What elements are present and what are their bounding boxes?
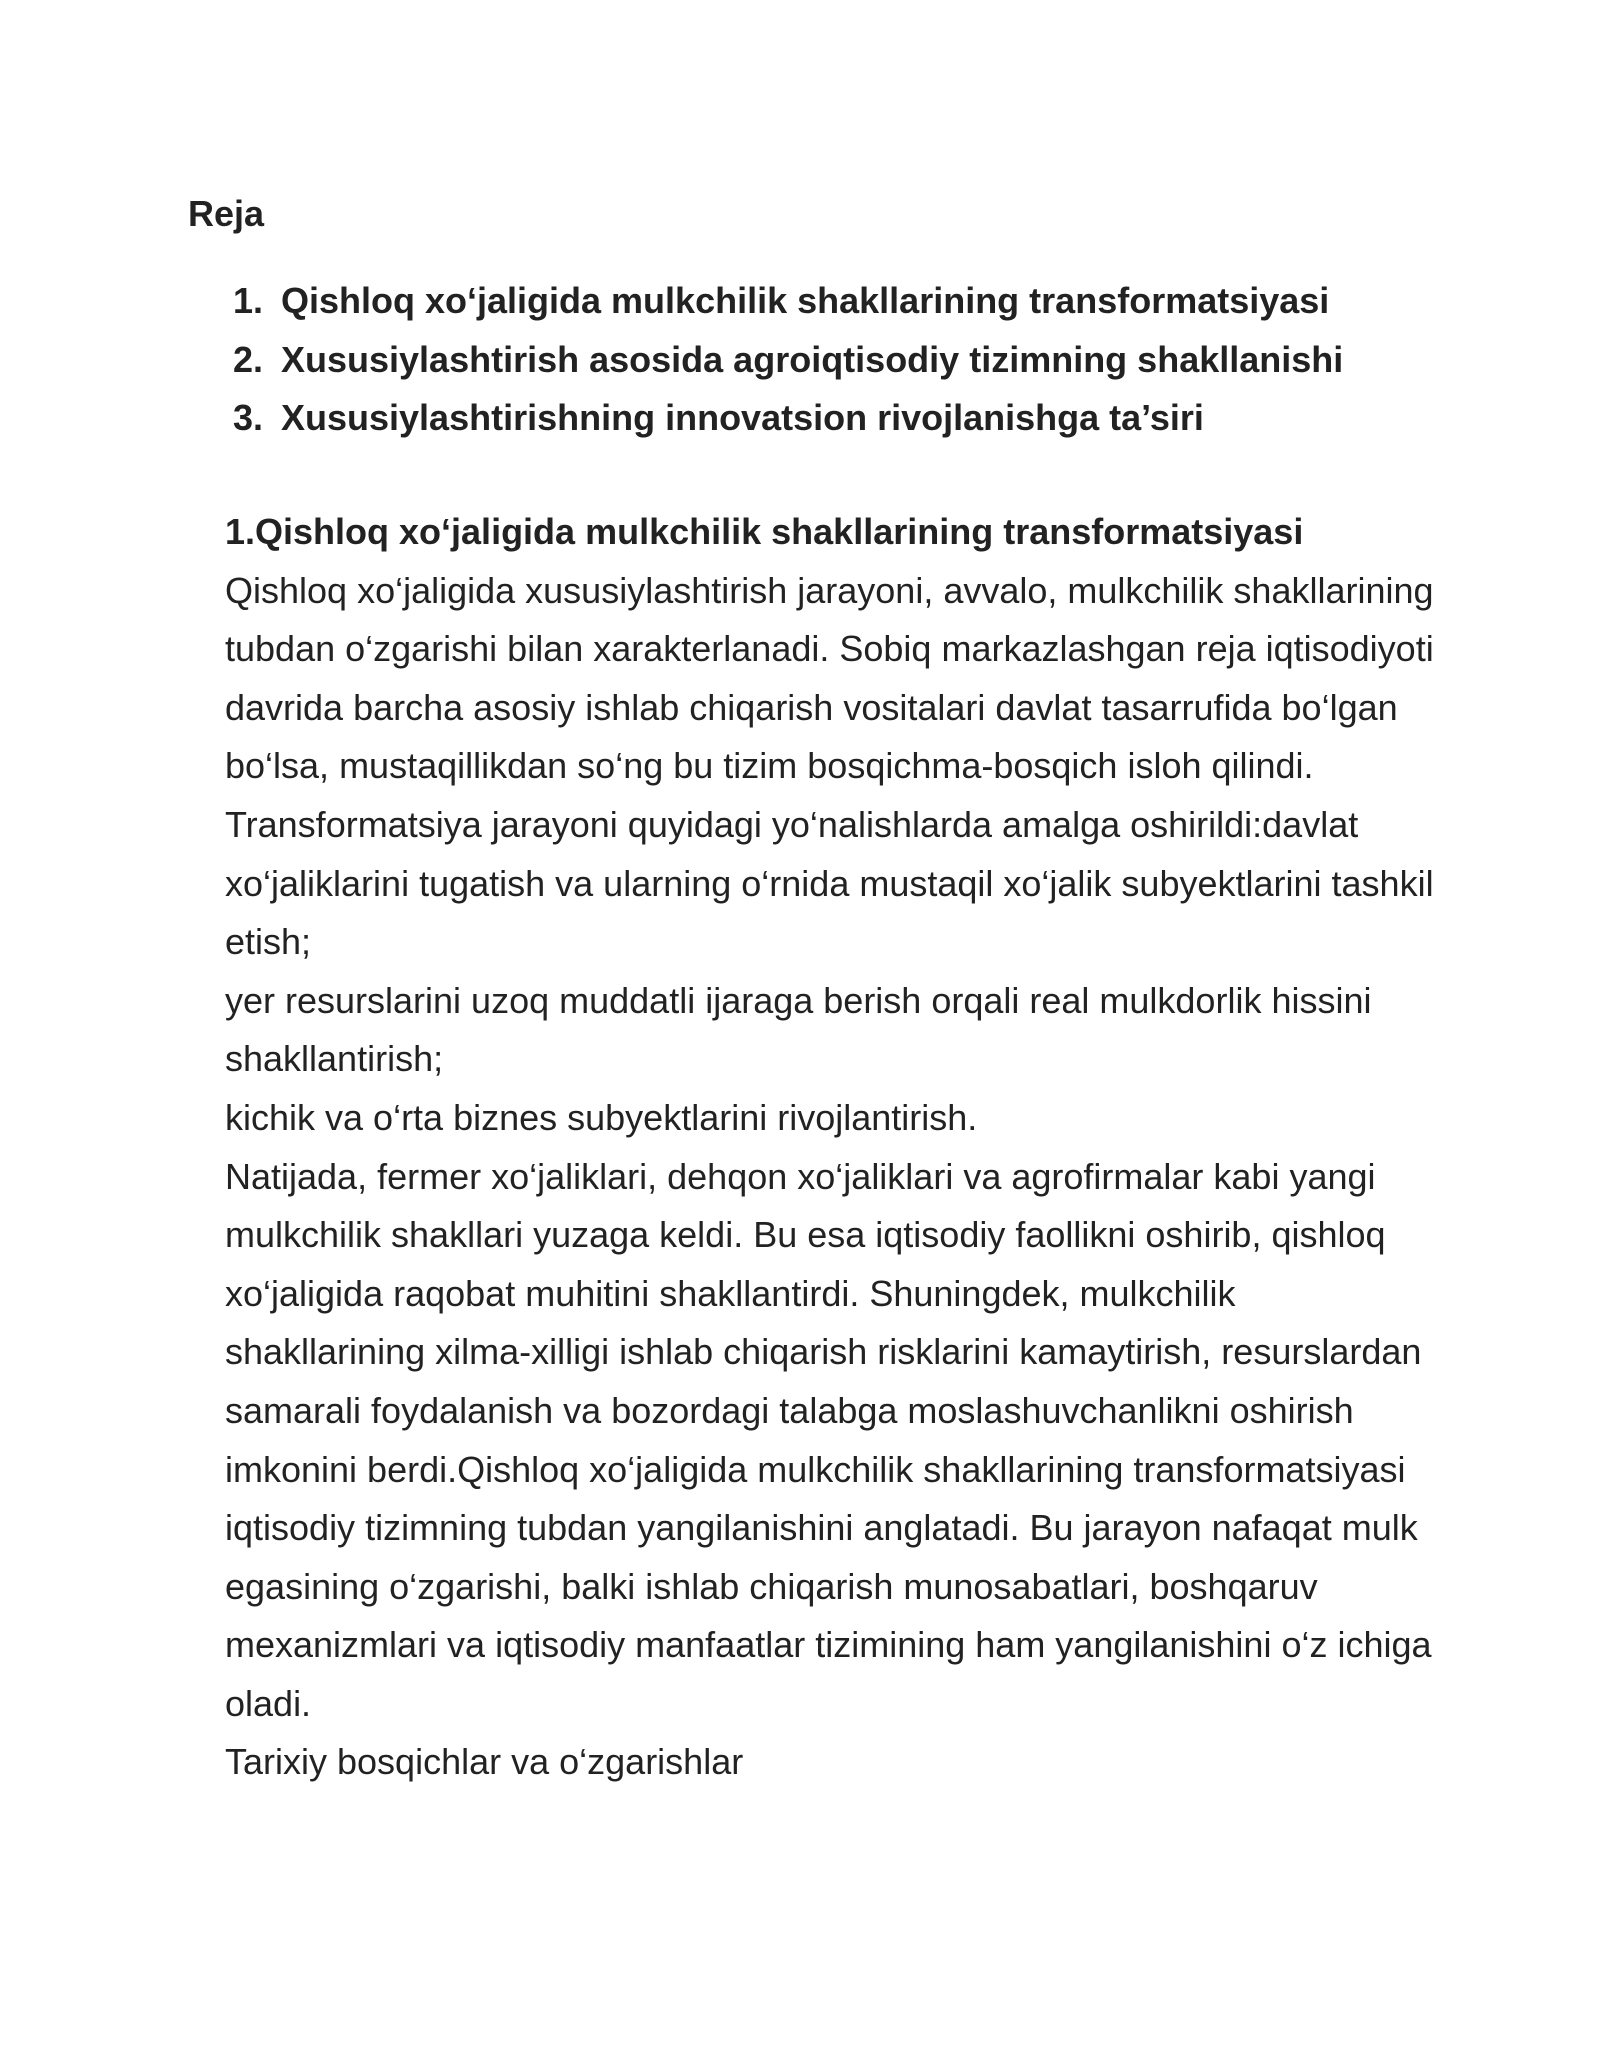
plan-item-text: Xususiylashtirish asosida agroiqtisodiy tizimning shakllanishi	[281, 338, 1344, 380]
plan-item-number: 2.	[233, 338, 264, 380]
paragraph-land-lease: yer resurslarini uzoq muddatli ijaraga berish orqali real mulkdorlik hissini shakllantirish;	[225, 979, 1372, 1080]
plan-title: Reja	[188, 193, 265, 234]
plan-item-number: 3.	[233, 397, 264, 438]
plan-list	[233, 272, 1433, 448]
plan-item-number: 1.	[233, 280, 264, 321]
paragraph-small-business: kichik va o‘rta biznes subyektlarini rivojlantirish.	[225, 1096, 978, 1138]
paragraph-results: Natijada, fermer xo‘jaliklari, dehqon xo‘jaliklari va agrofirmalar kabi yangi mulkchilik shakllari yuzaga keldi. Bu esa iqtisodiy faollikni oshirib, qishloq xo‘jaligida raqobat muhitini shakllantirdi. Shuningdek, mulkchilik shakllarining xilma-xilligi ishlab chiqarish risklarini kamaytirish, resurslardan samarali foydalanish va bozordagi talabga moslashuvchanlikni oshirish imkonini berdi.Qishloq xo‘jaligida mulkchilik shakllarining transformatsiyasi iqtisodiy tizimning tubdan yangilanishini anglatadi. Bu jarayon nafaqat mulk egasining o‘zgarishi, balki ishlab chiqarish munosabatlari, boshqaruv mexanizmlari va iqtisodiy manfaatlar tizimining ham yangilanishini o‘z ichiga oladi.	[225, 1155, 1432, 1724]
plan-item-1	[233, 272, 1433, 331]
section-heading: 1.Qishloq xo‘jaligida mulkchilik shakllarining transformatsiyasi	[225, 511, 1304, 552]
plan-item-3	[233, 389, 1433, 448]
plan-item-2	[233, 331, 1433, 390]
section-content	[225, 503, 1435, 1792]
paragraph-intro: Qishloq xo‘jaligida xususiylashtirish jarayoni, avvalo, mulkchilik shakllarining tubdan o‘zgarishi bilan xarakterlanadi. Sobiq markazlashgan reja iqtisodiyoti davrida barcha asosiy ishlab chiqarish vositalari davlat tasarrufida bo‘lgan bo‘lsa, mustaqillikdan so‘ng bu tizim bosqichma-bosqich isloh qilindi.	[225, 569, 1434, 787]
plan-item-text: Xususiylashtirishning innovatsion rivojlanishga ta’siri	[281, 397, 1204, 438]
paragraph-subheading: Tarixiy bosqichlar va o‘zgarishlar	[225, 1741, 744, 1783]
paragraph-transformation: Transformatsiya jarayoni quyidagi yo‘nalishlarda amalga oshirildi:davlat xo‘jaliklarini tugatish va ularning o‘rnida mustaqil xo‘jalik subyektlarini tashkil etish;	[225, 803, 1434, 963]
plan-item-text: Qishloq xo‘jaligida mulkchilik shakllarining transformatsiyasi	[281, 280, 1330, 321]
